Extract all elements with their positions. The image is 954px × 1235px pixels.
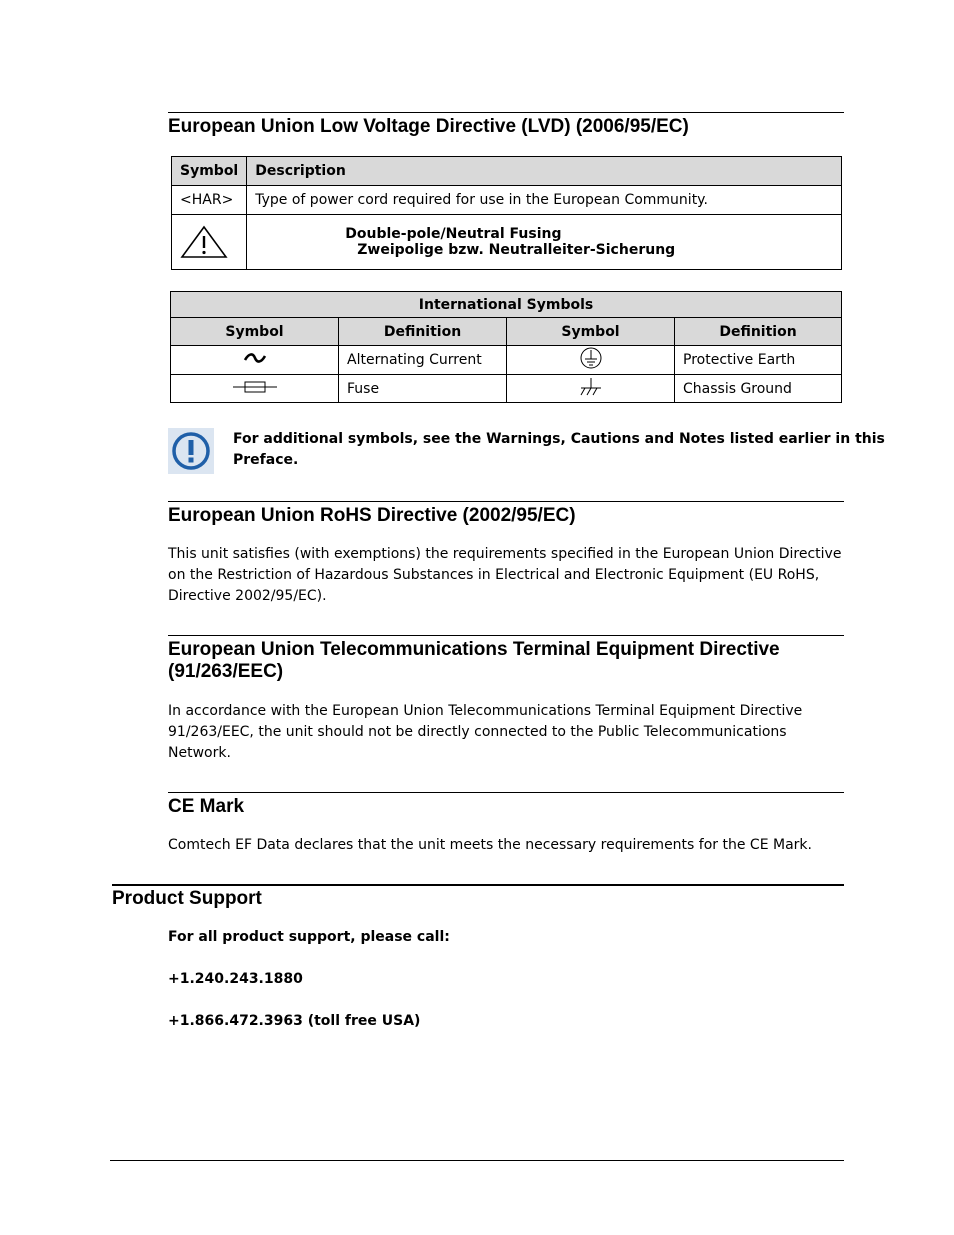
intl-header-definition-1: Definition — [339, 318, 507, 346]
lvd-col-symbol: Symbol — [172, 157, 247, 186]
tte-heading-line-2: (91/263/EEC) — [168, 661, 284, 682]
intl-icon-cell — [171, 375, 339, 403]
rohs-line-3: Directive 2002/95/EC). — [168, 588, 327, 604]
intl-header-symbol-2: Symbol — [507, 318, 675, 346]
intl-definition: Alternating Current — [339, 346, 507, 375]
lvd-row1-symbol: <HAR> — [172, 186, 247, 215]
lvd-row1-description: Type of power cord required for use in the European Community. — [247, 186, 842, 215]
intl-header-definition-2: Definition — [675, 318, 842, 346]
lvd-heading: European Union Low Voltage Directive (LVD) (2006/95/EC) — [168, 116, 689, 137]
rohs-line-1: This unit satisfies (with exemptions) the requirements specified in the European Union Directive — [168, 546, 842, 562]
fusing-english: Double-pole/Neutral Fusing — [345, 226, 562, 242]
intl-title: International Symbols — [171, 292, 842, 318]
info-icon — [168, 428, 214, 474]
section-rule-tte — [168, 635, 844, 636]
lvd-table — [171, 156, 842, 270]
ce-heading: CE Mark — [168, 796, 245, 817]
fuse-icon — [233, 379, 277, 395]
note-line-1: For additional symbols, see the Warnings, Cautions and Notes listed earlier in this — [233, 431, 885, 447]
footer-rule — [110, 1160, 844, 1161]
intl-icon-cell — [171, 346, 339, 375]
section-rule-rohs — [168, 501, 844, 502]
intl-icon-cell — [507, 375, 675, 403]
protective-earth-icon — [579, 346, 603, 370]
alternating-current-icon — [243, 351, 267, 365]
tte-line-2: 91/263/EEC, the unit should not be directly connected to the Public Telecommunications — [168, 724, 787, 740]
section-rule-lvd — [168, 112, 844, 113]
tte-heading-line-1: European Union Telecommunications Terminal Equipment Directive — [168, 639, 780, 660]
tte-line-1: In accordance with the European Union Telecommunications Terminal Equipment Directive — [168, 703, 803, 719]
intl-header-symbol-1: Symbol — [171, 318, 339, 346]
intl-definition: Protective Earth — [675, 346, 842, 375]
intl-definition: Chassis Ground — [675, 375, 842, 403]
rohs-heading: European Union RoHS Directive (2002/95/EC) — [168, 505, 576, 526]
intl-definition: Fuse — [339, 375, 507, 403]
lvd-row2-symbol-cell — [172, 215, 247, 270]
ce-text: Comtech EF Data declares that the unit meets the necessary requirements for the CE Mark. — [168, 837, 812, 853]
section-rule-support — [112, 884, 844, 886]
table-row — [171, 375, 842, 403]
note-line-2: Preface. — [233, 452, 299, 468]
rohs-line-2: on the Restriction of Hazardous Substances in Electrical and Electronic Equipment (EU RoHS, — [168, 567, 820, 583]
lvd-row2-description — [247, 215, 842, 270]
lvd-col-description: Description — [247, 157, 842, 186]
chassis-ground-icon — [578, 376, 604, 398]
support-line-1: For all product support, please call: — [168, 929, 450, 945]
intl-symbols-table — [170, 291, 842, 403]
support-heading: Product Support — [112, 888, 262, 909]
intl-icon-cell — [507, 346, 675, 375]
support-phone-1: +1.240.243.1880 — [168, 971, 303, 987]
section-rule-ce — [168, 792, 844, 793]
tte-line-3: Network. — [168, 745, 231, 761]
fusing-german: Zweipolige bzw. Neutralleiter-Sicherung — [357, 242, 676, 258]
support-phone-2: +1.866.472.3963 (toll free USA) — [168, 1013, 421, 1029]
warning-triangle-icon — [180, 224, 238, 260]
table-row — [171, 346, 842, 375]
